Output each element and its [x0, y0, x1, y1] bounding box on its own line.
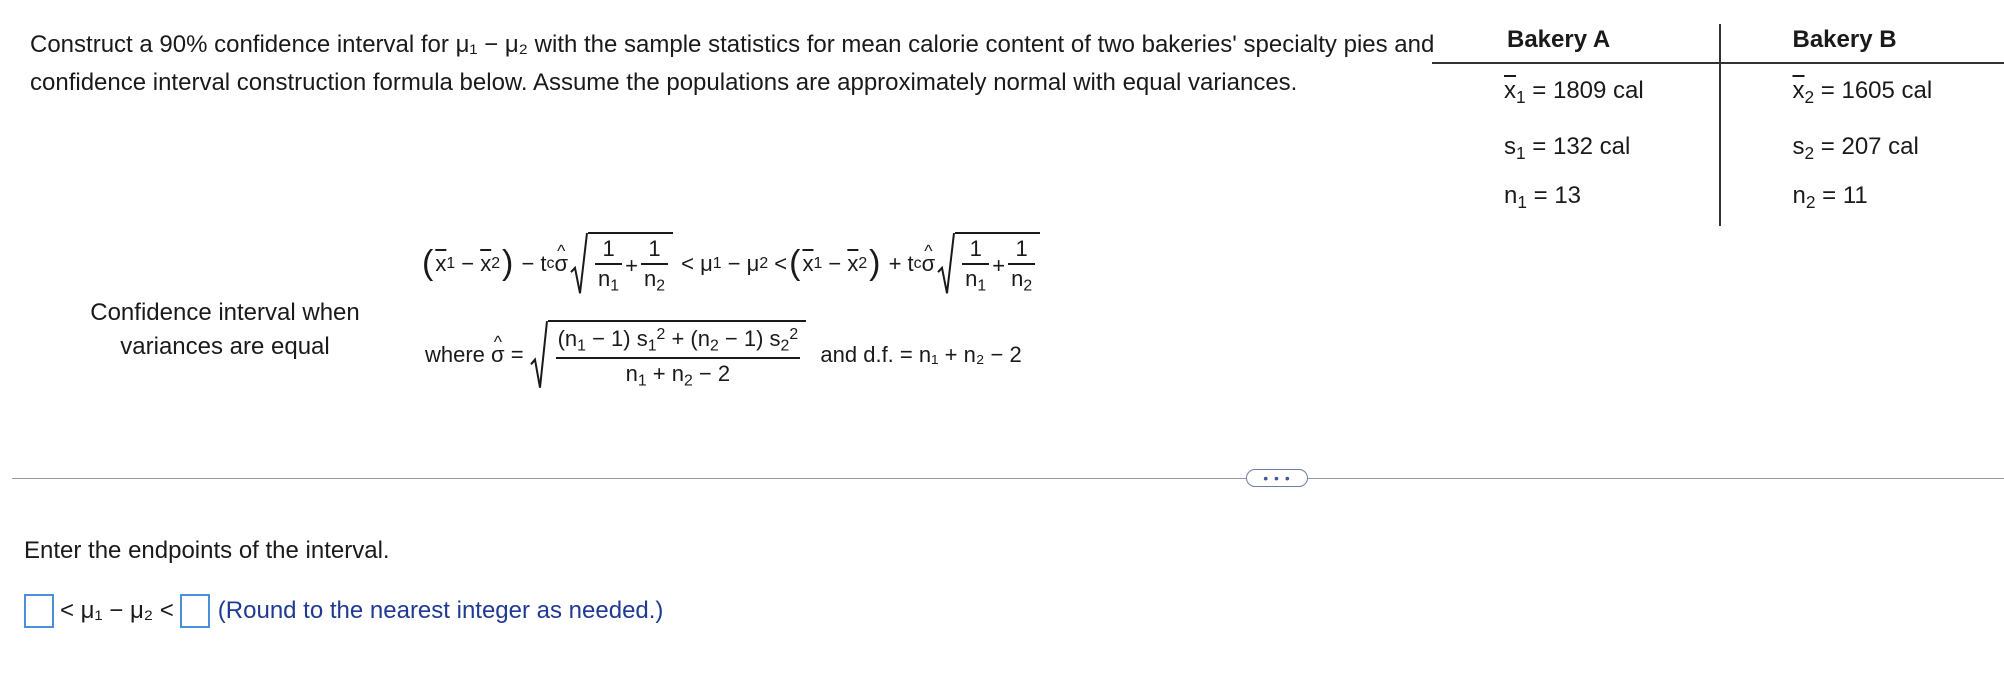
- where-label: where: [425, 341, 485, 367]
- rounding-hint: (Round to the nearest integer as needed.): [217, 597, 664, 624]
- question-text: [30, 26, 1440, 102]
- upper-endpoint-input[interactable]: [180, 594, 210, 628]
- question-intro: Construct a 90% confidence interval for: [30, 31, 449, 58]
- interval-inequality: ( $\overline{x}$ 1 − $\overline{x}$ 2 ) − t c ^ σ $\frac{1}{n_1}$ + $\frac{1}{n_2}$ < μ 1 − μ 2 < ( $\overline{x}$ 1 − $\overline{x}$ 2 ) + t c ^ σ $\frac{1}{n_1}$ + $\frac{1}{n_2}$: [420, 232, 1042, 295]
- stat-cell: $\overline{x}_1 = 1809$ cal: [1504, 76, 1644, 107]
- question-parameter: μ₁ − μ₂: [455, 31, 528, 58]
- answer-prompt: Enter the endpoints of the interval.: [24, 537, 390, 564]
- stat-cell: $s_2 = 207$ cal: [1720, 120, 2004, 176]
- answer-row: [24, 592, 663, 630]
- stat-cell: $s_1 = 132$ cal: [1504, 132, 1631, 163]
- table-row: [1432, 63, 2004, 120]
- stat-cell: $n_2 = 11$: [1720, 176, 2004, 226]
- question-rest: with the sample statistics for mean calorie content of two bakeries' specialty pies and confidence interval construction formula below. Assume the populations are approximately normal with equal variances.: [30, 31, 1435, 96]
- expand-more-button[interactable]: • • •: [1246, 469, 1308, 487]
- section-divider: [12, 478, 2004, 479]
- inequality-text: < μ₁ − μ₂ <: [60, 597, 174, 624]
- header-bakery-b: Bakery B: [1720, 24, 2004, 63]
- sample-statistics-table: [1432, 24, 2004, 226]
- formula-label: Confidence interval when variances are equal: [90, 299, 360, 360]
- stat-cell: $\overline{x}_2 = 1605$ cal: [1720, 63, 2004, 120]
- table-row: [1432, 120, 2004, 176]
- stat-cell: $n_1 = 13$: [1504, 182, 1582, 212]
- table-row: [1432, 176, 2004, 226]
- lower-endpoint-input[interactable]: [24, 594, 54, 628]
- header-bakery-a: Bakery A: [1432, 24, 1720, 63]
- degrees-of-freedom: and d.f. = n₁ + n₂ − 2: [820, 341, 1022, 367]
- pooled-sd-formula: where ^ σ = $\frac{(n_1 - 1) s_1^2 + (n_2 - 1) s_2^2}{n_1 + n_2 - 2}$ and d.f. = n₁ + n₂ − 2: [425, 320, 1022, 390]
